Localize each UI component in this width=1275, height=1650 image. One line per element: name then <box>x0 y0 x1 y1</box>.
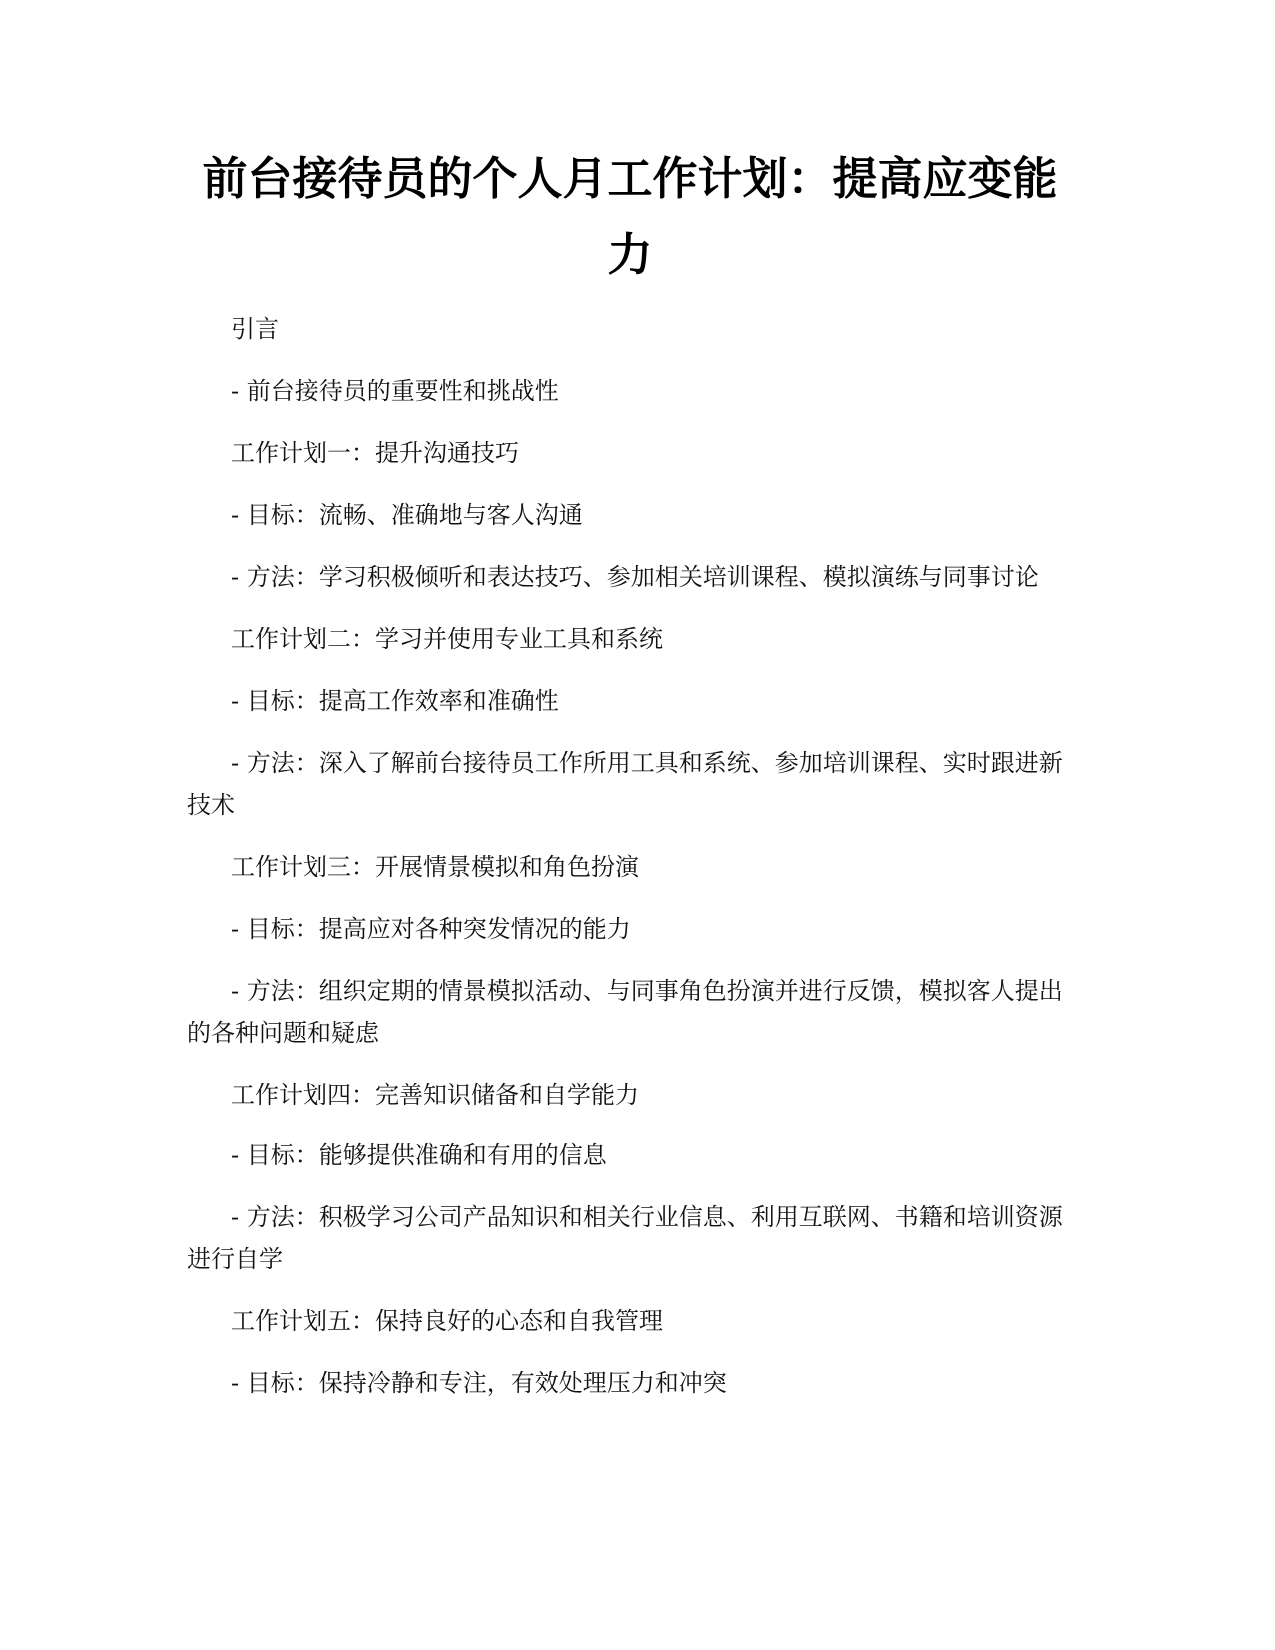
plan-3-method: - 方法：组织定期的情景模拟活动、与同事角色扮演并进行反馈，模拟客人提出的各种问题和疑虑 <box>187 977 1063 1047</box>
paragraph-intro-heading: 引言 <box>231 315 279 343</box>
plan-4-method: - 方法：积极学习公司产品知识和相关行业信息、利用互联网、书籍和培训资源进行自学 <box>187 1203 1063 1273</box>
plan-3-heading: 工作计划三：开展情景模拟和角色扮演 <box>231 853 639 881</box>
plan-1-heading: 工作计划一：提升沟通技巧 <box>231 439 519 467</box>
plan-5-goal: - 目标：保持冷静和专注，有效处理压力和冲突 <box>231 1369 727 1397</box>
plan-4-heading: 工作计划四：完善知识储备和自学能力 <box>231 1081 639 1109</box>
plan-1-method: - 方法：学习积极倾听和表达技巧、参加相关培训课程、模拟演练与同事讨论 <box>231 563 1039 591</box>
plan-5-heading: 工作计划五：保持良好的心态和自我管理 <box>231 1307 663 1335</box>
plan-4-goal: - 目标：能够提供准确和有用的信息 <box>231 1141 607 1169</box>
plan-2-heading: 工作计划二：学习并使用专业工具和系统 <box>231 625 663 653</box>
document-title-line-1: 前台接待员的个人月工作计划：提高应变能 <box>202 152 1058 205</box>
plan-3-goal: - 目标：提高应对各种突发情况的能力 <box>231 915 631 943</box>
document-title-line-2: 力 <box>607 228 653 281</box>
plan-1-goal: - 目标：流畅、准确地与客人沟通 <box>231 501 583 529</box>
paragraph-intro-point: - 前台接待员的重要性和挑战性 <box>231 377 559 405</box>
plan-2-method: - 方法：深入了解前台接待员工作所用工具和系统、参加培训课程、实时跟进新技术 <box>187 749 1063 819</box>
plan-2-goal: - 目标：提高工作效率和准确性 <box>231 687 559 715</box>
